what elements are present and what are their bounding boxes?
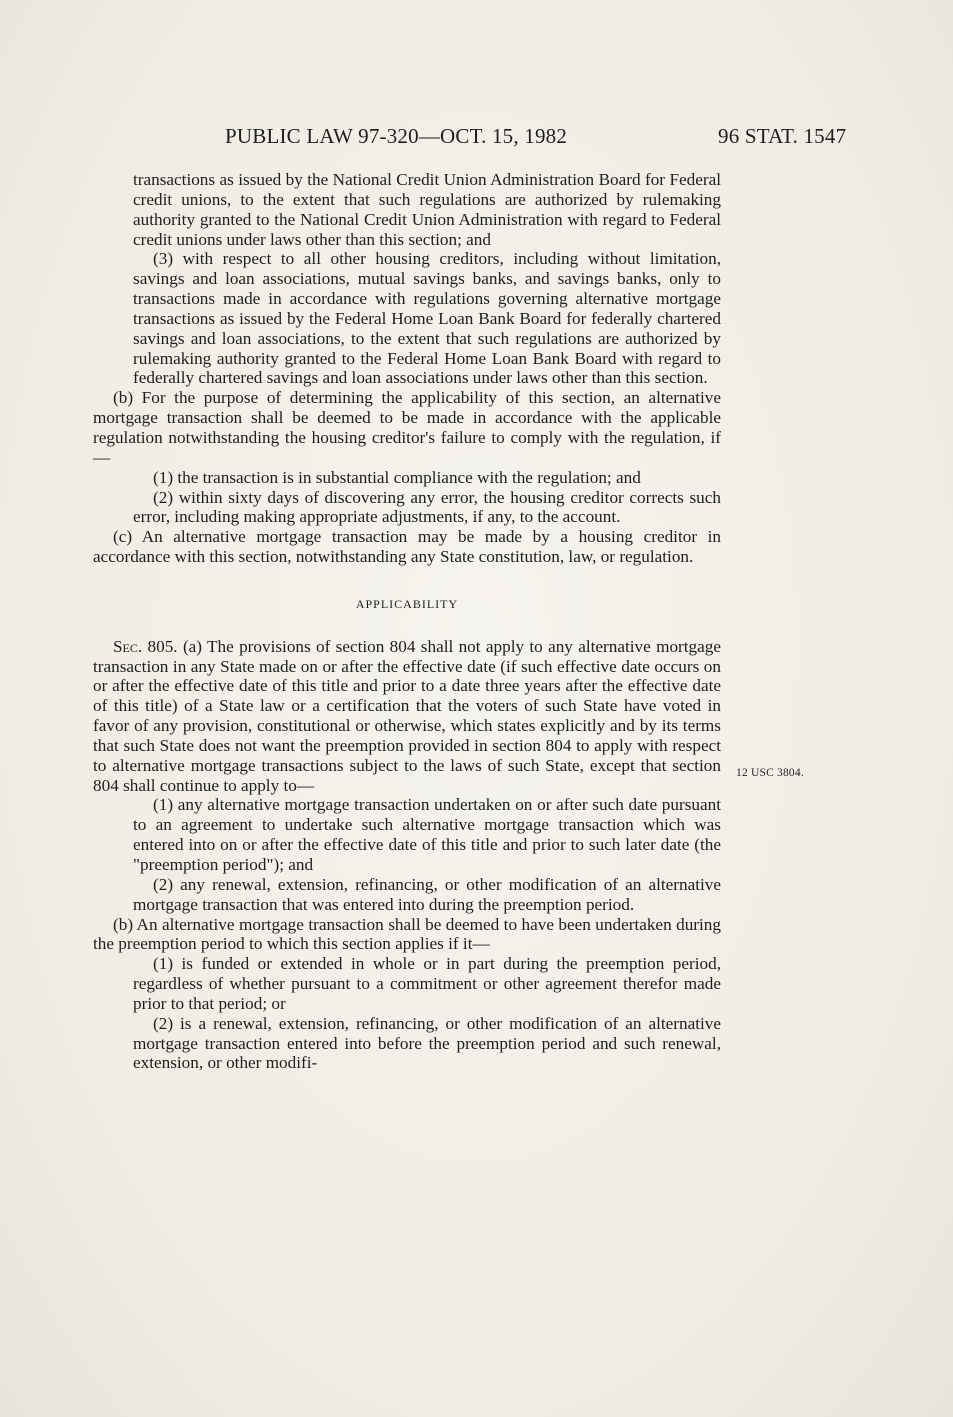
- page-header: [0, 124, 953, 154]
- section-805-a-text: (a) The provisions of section 804 shall not apply to any alternative mortgage transaction in any State made on or after the effective date (if such effective date occurs on or after the effective date of this title and prior to a date three years after the effective date of this title) of a State law or a certification that the voters of such State have voted in favor of any provision, constitutional or otherwise, which states explicitly and by its terms that such State does not want the preemption provided in section 804 to apply with respect to alternative mortgage transactions subject to the laws of such State, except that section 804 shall continue to apply to—: [93, 636, 721, 795]
- section-heading: APPLICABILITY: [355, 596, 459, 611]
- paragraph-b-item-1: (1) the transaction is in substantial compliance with the regulation; and: [153, 467, 641, 487]
- paragraph-805-a-item-1: (1) any alternative mortgage transaction undertaken on or after such date pursuant to an agreement to undertake such alternative mortgage transaction which was entered into on or after the effective date of this title and prior to such later date (the "preemption period"); and: [133, 795, 721, 874]
- paragraph-805-b: (b) An alternative mortgage transaction shall be deemed to have been undertaken during the preemption period to which this section applies if it—: [93, 914, 721, 954]
- paragraph-805-b-item-2: (2) is a renewal, extension, refinancing, or other modification of an alternative mortgage transaction entered into before the preemption period and such renewal, extension, or other modifi-: [133, 1013, 721, 1073]
- statute-page-number: 96 STAT. 1547: [718, 124, 847, 148]
- paragraph-continuation: transactions as issued by the National Credit Union Administration Board for Federal credit unions, to the extent that such regulations are authorized by rulemaking authority granted to the National Credit Union Administration with regard to Federal credit unions under laws other than this section; and: [133, 170, 721, 249]
- document-body: [93, 170, 721, 1073]
- paragraph-section-805-a: [93, 637, 721, 796]
- margin-citation: 12 USC 3804.: [736, 767, 804, 779]
- public-law-citation: PUBLIC LAW 97-320—OCT. 15, 1982: [225, 124, 568, 148]
- paragraph-805-b-item-1: (1) is funded or extended in whole or in part during the preemption period, regardless of whether pursuant to a commitment or other agreement therefor made prior to that period; or: [133, 954, 721, 1013]
- paragraph-805-a-item-2: (2) any renewal, extension, refinancing, or other modification of an alternative mortgage transaction that was entered into during the preemption period.: [133, 874, 721, 914]
- paragraph-b-item-2: (2) within sixty days of discovering any error, the housing creditor corrects such error, including making appropriate adjustments, if any, to the account.: [133, 487, 721, 527]
- section-label: Sec. 805.: [113, 636, 178, 656]
- paragraph-item-3: (3) with respect to all other housing creditors, including without limitation, savings and loan associations, mutual savings banks, and savings banks, only to transactions made in accordance with regulations governing alternative mortgage transactions as issued by the Federal Home Loan Bank Board for federally chartered savings and loan associations, to the extent that such regulations are authorized by rulemaking authority granted to the Federal Home Loan Bank Board with regard to federally chartered savings and loan associations under laws other than this section.: [133, 249, 721, 388]
- paragraph-subsection-c: (c) An alternative mortgage transaction may be made by a housing creditor in accordance with this section, notwithstanding any State constitution, law, or regulation.: [93, 527, 721, 567]
- paragraph-subsection-b: (b) For the purpose of determining the applicability of this section, an alternative mortgage transaction shall be deemed to be made in accordance with the applicable regulation notwithstanding the housing creditor's failure to comply with the regulation, if—: [93, 388, 721, 467]
